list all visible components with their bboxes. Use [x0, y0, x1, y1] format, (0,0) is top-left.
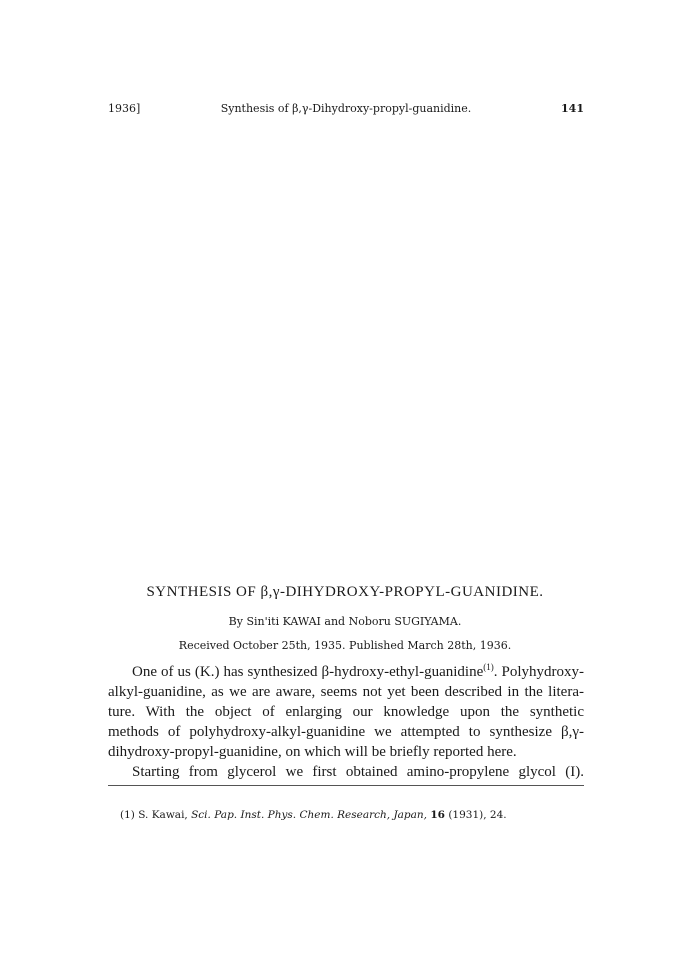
body-line: Starting from glycerol we first obtained amino-propylene glycol (I).	[132, 764, 584, 780]
footnote	[120, 807, 584, 823]
article-body	[108, 662, 584, 782]
running-head-title: Synthesis of β,γ-Dihydroxy-propyl-guanidine.	[220, 102, 472, 115]
article-authors: By Sin'iti KAWAI and Noboru SUGIYAMA.	[228, 615, 462, 628]
body-text-segment: . Polyhydroxy-	[493, 664, 584, 680]
body-line: dihydroxy-propyl-guanidine, on which will be briefly reported here.	[108, 744, 517, 760]
page-number: 141	[561, 102, 584, 115]
received-published-dates: Received October 25th, 1935. Published March 28th, 1936.	[178, 639, 512, 652]
body-line: ture. With the object of enlarging our knowledge upon the synthetic	[108, 704, 584, 720]
footnote-author: S. Kawai,	[138, 809, 188, 821]
footnote-journal: Sci. Pap. Inst. Phys. Chem. Research, Japan,	[191, 809, 427, 821]
body-text-segment: One of us (K.) has synthesized β-hydroxy-ethyl-guanidine	[132, 664, 484, 680]
running-head	[108, 101, 584, 117]
body-line: methods of polyhydroxy-alkyl-guanidine we attempted to synthesize β,γ-	[108, 724, 584, 740]
footnote-volume: 16	[430, 809, 445, 821]
body-line	[108, 662, 584, 682]
footnote-divider	[108, 785, 584, 786]
article-title: SYNTHESIS OF β,γ-DIHYDROXY-PROPYL-GUANIDINE.	[146, 584, 544, 600]
footnote-reference: (1)	[483, 662, 494, 672]
footnote-marker: (1)	[120, 809, 135, 821]
footnote-year-page: (1931), 24.	[448, 809, 507, 821]
body-line: alkyl-guanidine, as we are aware, seems not yet been described in the litera-	[108, 684, 584, 700]
running-head-year: 1936]	[108, 102, 141, 115]
